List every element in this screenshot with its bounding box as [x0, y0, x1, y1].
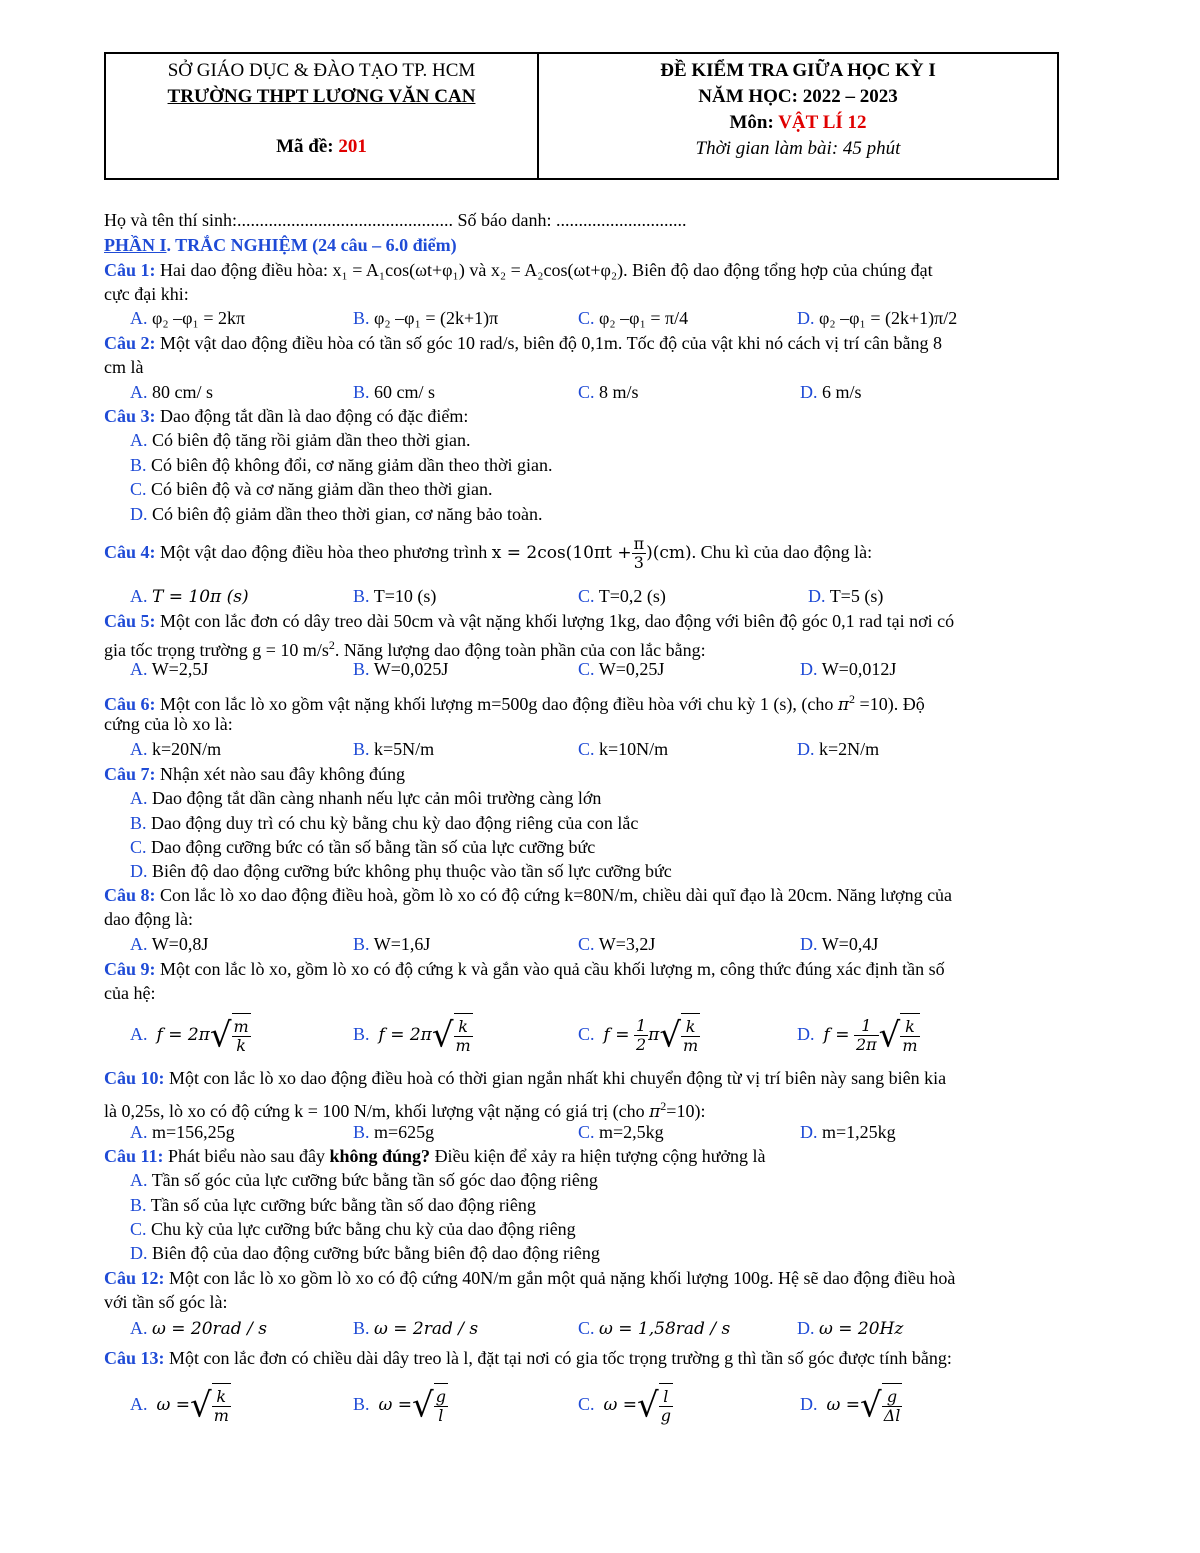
option-a[interactable]: [130, 306, 245, 330]
option-text: Biên độ dao động cưỡng bức không phụ thuộc vào tần số lực cưỡng bức: [152, 861, 672, 881]
option-text: Có biên độ không đổi, cơ năng giảm dần theo thời gian.: [151, 455, 553, 475]
option-c[interactable]: [578, 932, 655, 956]
option-text: φ₂ –φ₁ = (2k+1)π: [374, 308, 499, 328]
question-label: Câu 8:: [104, 885, 156, 905]
option-a[interactable]: [130, 737, 221, 761]
square-root: √ $\frac{k}{m}$: [659, 1013, 700, 1058]
question-text: . Năng lượng dao động toàn phần của con lắc bằng:: [334, 640, 706, 660]
option-text: T=5 (s): [829, 586, 884, 606]
option-d[interactable]: [130, 859, 672, 883]
section-title: [104, 233, 457, 257]
option-text: W=3,2J: [598, 934, 656, 954]
question-emphasis: không đúng?: [329, 1146, 431, 1166]
option-text: 60 cm/ s: [374, 382, 436, 402]
option-letter: A.: [130, 382, 148, 402]
option-text: 80 cm/ s: [152, 382, 213, 402]
question-text: Một con lắc đơn có chiều dài dây treo là l, đặt tại nơi có gia tốc trọng trường g thì tần số góc được tính bằng:: [164, 1348, 952, 1368]
question-label: Câu 9:: [104, 959, 156, 979]
option-text: k=2N/m: [819, 739, 880, 759]
option-letter: B.: [353, 382, 370, 402]
question-text: gia tốc trọng trường g = 10 m/s: [104, 640, 329, 660]
fraction: [634, 1017, 648, 1054]
option-text: φ₂ –φ₁ = π/4: [599, 308, 689, 328]
option-letter: C.: [130, 837, 147, 857]
option-a[interactable]: [130, 1316, 267, 1341]
option-letter: B.: [353, 659, 370, 679]
fraction: [632, 535, 647, 572]
option-d[interactable]: [797, 306, 957, 330]
option-b[interactable]: [353, 657, 448, 681]
option-letter: D.: [797, 308, 815, 328]
option-text: ω = 20rad / s: [152, 1319, 267, 1339]
option-letter: B.: [353, 308, 370, 328]
option-d[interactable]: [800, 1382, 902, 1428]
option-letter: D.: [130, 1243, 148, 1263]
superscript: 2: [328, 638, 335, 652]
option-letter: D.: [800, 659, 818, 679]
option-letter: B.: [353, 739, 370, 759]
option-text: T = 10π (s): [152, 587, 249, 607]
denominator: Δl: [883, 1406, 901, 1426]
option-text: W=0,012J: [821, 659, 897, 679]
option-text: k=5N/m: [374, 739, 435, 759]
option-b[interactable]: [353, 1012, 473, 1058]
question-text: Một con lắc đơn có dây treo dài 50cm và vật nặng khối lượng 1kg, dao động với biên độ góc 0,1 rad tại nơi có: [155, 611, 955, 631]
option-letter: B.: [353, 1394, 370, 1414]
option-text: Dao động duy trì có chu kỳ bằng chu kỳ dao động riêng của con lắc: [151, 813, 639, 833]
school-year: NĂM HỌC: 2022 – 2023: [698, 86, 898, 107]
question-text: =10). Độ: [855, 694, 925, 714]
question-label: Câu 3:: [104, 406, 156, 426]
question-2: [104, 331, 942, 355]
question-label: Câu 12:: [104, 1268, 165, 1288]
option-letter: A.: [130, 788, 148, 808]
option-b[interactable]: [353, 932, 430, 956]
time-limit: Thời gian làm bài: 45 phút: [695, 138, 901, 159]
question-12-cont: với tần số góc là:: [104, 1292, 228, 1312]
option-a[interactable]: [130, 1382, 231, 1428]
option-letter: C.: [578, 1394, 595, 1414]
option-c[interactable]: [578, 1012, 700, 1058]
formula-lhs: ω =: [603, 1395, 638, 1415]
denominator: g: [660, 1406, 671, 1426]
question-7: [104, 762, 405, 786]
option-d[interactable]: [797, 737, 879, 761]
option-text: ω = 1,58rad / s: [599, 1319, 731, 1339]
option-letter: A.: [130, 586, 148, 606]
question-5: [104, 609, 954, 633]
option-text: Có biên độ tăng rồi giảm dần theo thời gian.: [152, 430, 471, 450]
option-letter: C.: [130, 479, 147, 499]
square-root: √ $\frac{g}{l}$: [412, 1383, 448, 1428]
question-9: [104, 957, 945, 981]
question-4: [104, 530, 872, 575]
option-text: W=0,8J: [151, 934, 209, 954]
square-root: √ $\frac{m}{k}$: [210, 1013, 251, 1058]
equation: [491, 534, 692, 572]
denominator: l: [438, 1406, 444, 1426]
option-letter: A.: [130, 1024, 148, 1044]
option-c[interactable]: [578, 737, 668, 761]
option-letter: A.: [130, 430, 148, 450]
question-label: Câu 7:: [104, 764, 156, 784]
student-info-line: Họ và tên thí sinh:................................................ Số báo danh: .............................: [104, 210, 687, 230]
option-d[interactable]: [130, 1241, 600, 1265]
option-letter: D.: [130, 504, 148, 524]
pi-symbol: π: [648, 1025, 660, 1045]
option-letter: C.: [578, 308, 595, 328]
option-letter: D.: [800, 1394, 818, 1414]
question-text: Một con lắc lò xo gồm vật nặng khối lượng m=500g dao động điều hòa với chu kỳ 1 (s), (cho: [155, 694, 838, 714]
denominator: 3: [633, 553, 644, 572]
option-letter: B.: [353, 1318, 370, 1338]
square-root: √ $\frac{k}{m}$: [879, 1013, 920, 1058]
option-b[interactable]: [353, 306, 498, 330]
question-text: Một con lắc lò xo, gồm lò xo có độ cứng k và gắn vào quả cầu khối lượng m, công thức đúng xác định tần số: [155, 959, 945, 979]
option-letter: D.: [800, 934, 818, 954]
option-text: Có biên độ giảm dần theo thời gian, cơ năng bảo toàn.: [152, 504, 543, 524]
option-text: φ₂ –φ₁ = 2kπ: [152, 308, 246, 328]
question-label: Câu 1:: [104, 260, 156, 280]
option-letter: A.: [130, 1318, 148, 1338]
numerator: k: [454, 1018, 473, 1037]
option-c[interactable]: [578, 584, 666, 608]
option-d[interactable]: [800, 932, 878, 956]
numerator: g: [435, 1387, 446, 1407]
option-c[interactable]: [578, 306, 688, 330]
question-8-cont: dao động là:: [104, 909, 193, 929]
option-a[interactable]: [130, 380, 213, 404]
question-label: Câu 10:: [104, 1068, 165, 1088]
question-label: Câu 13:: [104, 1348, 165, 1368]
option-b[interactable]: [353, 584, 436, 608]
option-text: Tần số của lực cưỡng bức bằng tần số dao động riêng: [150, 1195, 536, 1215]
option-b[interactable]: [130, 453, 553, 477]
question-text: Dao động tắt dần là dao động có đặc điểm:: [155, 406, 469, 426]
option-text: T=0,2 (s): [598, 586, 666, 606]
superscript: 2: [660, 1099, 667, 1113]
subject: [539, 110, 1057, 136]
option-letter: B.: [130, 455, 147, 475]
question-text: Một con lắc lò xo dao động điều hoà có thời gian ngắn nhất khi chuyển động từ vị trí biên này sang biên kia: [164, 1068, 947, 1088]
option-letter: C.: [578, 1122, 595, 1142]
numerator: 1: [854, 1017, 879, 1036]
option-text: W=0,4J: [821, 934, 879, 954]
option-d[interactable]: [800, 1120, 896, 1144]
option-a[interactable]: [130, 932, 208, 956]
option-a[interactable]: [130, 584, 249, 609]
question-text: Nhận xét nào sau đây không đúng: [155, 764, 405, 784]
square-root: √ $\frac{k}{m}$: [190, 1383, 231, 1428]
option-b[interactable]: [353, 737, 434, 761]
question-text: Một vật dao động điều hòa theo phương trình: [155, 542, 492, 562]
option-d[interactable]: [800, 380, 862, 404]
exam-header: [104, 52, 1059, 180]
option-a[interactable]: [130, 657, 208, 681]
numerator: g: [882, 1388, 903, 1407]
option-text: ω = 20Hz: [819, 1319, 904, 1339]
formula-lhs: f = 2π: [156, 1025, 210, 1045]
option-d[interactable]: [797, 1316, 903, 1341]
question-13: [104, 1346, 952, 1370]
question-text: Con lắc lò xo dao động điều hoà, gồm lò xo có độ cứng k=80N/m, chiều dài quĩ đạo là 20cm. Năng lượng của: [155, 885, 953, 905]
question-8: [104, 883, 952, 907]
option-letter: D.: [797, 1024, 815, 1044]
question-text: Một vật dao động điều hòa có tần số góc 10 rad/s, biên độ 0,1m. Tốc độ của vật khi nó cách vị trí cân bằng 8: [155, 333, 942, 353]
option-letter: C.: [578, 1024, 595, 1044]
question-11: [104, 1144, 766, 1168]
question-label: Câu 4:: [104, 542, 156, 562]
question-text: là 0,25s, lò xo có độ cứng k = 100 N/m, khối lượng vật nặng có giá trị (cho: [104, 1101, 650, 1121]
question-text: Hai dao động điều hòa: x₁ = A₁cos(ωt+φ₁) và x₂ = A₂cos(ωt+φ₂). Biên độ dao động tổng hợp của chúng đạt: [155, 260, 933, 280]
option-letter: C.: [578, 659, 595, 679]
square-root: √ $\frac{l}{g}$: [637, 1383, 673, 1428]
option-letter: A.: [130, 659, 148, 679]
option-letter: B.: [130, 1195, 147, 1215]
equation-part: x = 2cos(10πt +: [491, 543, 632, 563]
option-d[interactable]: [800, 657, 896, 681]
question-2-cont: cm là: [104, 357, 144, 377]
option-c[interactable]: [578, 1316, 730, 1341]
option-text: m=1,25kg: [822, 1122, 896, 1142]
option-text: W=0,025J: [373, 659, 449, 679]
pi-symbol: π: [649, 1102, 661, 1122]
option-d[interactable]: [130, 502, 542, 526]
numerator: k: [900, 1018, 919, 1037]
option-letter: A.: [130, 934, 148, 954]
denominator: m: [455, 1036, 471, 1056]
option-letter: D.: [797, 739, 815, 759]
question-label: Câu 6:: [104, 694, 156, 714]
option-a[interactable]: [130, 786, 601, 810]
subject-value: VẬT LÍ 12: [778, 112, 867, 133]
option-text: k=10N/m: [599, 739, 669, 759]
option-b[interactable]: [353, 1120, 434, 1144]
question-text: Điều kiện để xảy ra hiện tượng cộng hưởng là: [430, 1146, 766, 1166]
question-9-cont: của hệ:: [104, 983, 156, 1003]
option-text: m=625g: [374, 1122, 435, 1142]
option-c[interactable]: [578, 657, 664, 681]
option-letter: A.: [130, 1122, 148, 1142]
header-left: [106, 54, 539, 178]
question-1: [104, 258, 933, 282]
formula-lhs: f = 2π: [378, 1025, 432, 1045]
option-d[interactable]: [808, 584, 883, 608]
option-b[interactable]: [130, 811, 638, 835]
option-text: 8 m/s: [599, 382, 639, 402]
denominator: 2π: [855, 1035, 877, 1055]
school-name: TRƯỜNG THPT LƯƠNG VĂN CAN: [167, 86, 476, 107]
option-letter: D.: [808, 586, 826, 606]
numerator: l: [659, 1388, 673, 1407]
option-a[interactable]: [130, 1012, 251, 1058]
option-a[interactable]: [130, 1168, 598, 1192]
option-letter: D.: [800, 1122, 818, 1142]
option-letter: A.: [130, 1170, 148, 1190]
denominator: m: [683, 1036, 699, 1056]
option-letter: D.: [800, 382, 818, 402]
question-text: =10):: [666, 1101, 706, 1121]
option-letter: A.: [130, 739, 148, 759]
option-letter: C.: [578, 739, 595, 759]
option-text: W=2,5J: [151, 659, 209, 679]
question-3: [104, 404, 468, 428]
question-label: Câu 5:: [104, 611, 156, 631]
option-text: 6 m/s: [822, 382, 862, 402]
question-label: Câu 11:: [104, 1146, 164, 1166]
numerator: π: [633, 534, 645, 553]
denominator: k: [236, 1036, 246, 1056]
option-letter: C.: [578, 1318, 595, 1338]
exam-code: [106, 134, 537, 160]
option-text: Có biên độ và cơ năng giảm dần theo thời gian.: [151, 479, 493, 499]
header-right: [539, 54, 1057, 178]
option-letter: B.: [353, 1024, 370, 1044]
option-letter: C.: [578, 586, 595, 606]
numerator: k: [212, 1388, 231, 1407]
formula-lhs: f =: [603, 1025, 630, 1045]
question-text: Một con lắc lò xo gồm lò xo có độ cứng 40N/m gắn một quả nặng khối lượng 100g. Hệ sẽ dao động điều hoà: [164, 1268, 956, 1288]
option-text: T=10 (s): [373, 586, 437, 606]
question-text: Phát biểu nào sau đây: [163, 1146, 330, 1166]
option-a[interactable]: [130, 428, 470, 452]
option-c[interactable]: [130, 477, 492, 501]
option-text: Tần số góc của lực cưỡng bức bằng tần số góc dao động riêng: [151, 1170, 598, 1190]
question-label: Câu 2:: [104, 333, 156, 353]
option-b[interactable]: [353, 1382, 448, 1428]
option-letter: C.: [578, 382, 595, 402]
option-letter: B.: [353, 934, 370, 954]
section-title-part: PHẦN I: [104, 235, 167, 255]
option-d[interactable]: [797, 1012, 920, 1058]
option-text: ω = 2rad / s: [374, 1319, 479, 1339]
question-1-cont: cực đại khi:: [104, 284, 189, 304]
exam-code-value: 201: [338, 136, 367, 157]
option-c[interactable]: [130, 1217, 576, 1241]
subject-label: Môn:: [729, 112, 779, 133]
option-text: Dao động tắt dần càng nhanh nếu lực cản môi trường càng lớn: [152, 788, 602, 808]
formula-lhs: ω =: [378, 1395, 413, 1415]
square-root: √ $\frac{g}{\Delta l}$: [860, 1383, 902, 1428]
department-name: SỞ GIÁO DỤC & ĐÀO TẠO TP. HCM: [167, 60, 476, 81]
option-letter: B.: [353, 1122, 370, 1142]
numerator: 1: [635, 1016, 647, 1036]
option-c[interactable]: [578, 1120, 664, 1144]
option-b[interactable]: [130, 1193, 536, 1217]
option-text: W=1,6J: [373, 934, 431, 954]
section-title-rest: . TRẮC NGHIỆM (24 câu – 6.0 điểm): [166, 235, 457, 255]
numerator: m: [233, 1017, 249, 1037]
option-text: Dao động cưỡng bức có tần số bằng tần số của lực cưỡng bức: [151, 837, 596, 857]
option-c[interactable]: [578, 1382, 673, 1428]
option-text: Chu kỳ của lực cưỡng bức bằng chu kỳ của dao động riêng: [151, 1219, 576, 1239]
option-letter: C.: [130, 1219, 147, 1239]
option-b[interactable]: [353, 380, 435, 404]
exam-code-label: Mã đề:: [276, 136, 339, 157]
question-12: [104, 1266, 955, 1290]
formula-lhs: ω =: [156, 1395, 191, 1415]
denominator: m: [213, 1406, 229, 1426]
option-letter: A.: [130, 1394, 148, 1414]
option-text: W=0,25J: [598, 659, 665, 679]
option-letter: B.: [130, 813, 147, 833]
option-a[interactable]: [130, 1120, 235, 1144]
option-letter: D.: [130, 861, 148, 881]
denominator: 2: [635, 1035, 647, 1055]
option-c[interactable]: [578, 380, 639, 404]
option-letter: C.: [578, 934, 595, 954]
question-6-cont: cứng của lò xo là:: [104, 714, 233, 734]
option-b[interactable]: [353, 1316, 478, 1341]
formula-lhs: f =: [823, 1025, 850, 1045]
option-letter: D.: [797, 1318, 815, 1338]
square-root: √ $\frac{k}{m}$: [432, 1013, 473, 1058]
option-text: m=156,25g: [152, 1122, 235, 1142]
option-letter: A.: [130, 308, 148, 328]
equation-part: )(cm): [646, 543, 692, 563]
option-text: m=2,5kg: [599, 1122, 664, 1142]
exam-title: ĐỀ KIỂM TRA GIỮA HỌC KỲ I: [660, 60, 936, 81]
pi-symbol: π: [837, 695, 850, 715]
option-c[interactable]: [130, 835, 595, 859]
option-text: φ₂ –φ₁ = (2k+1)π/2: [819, 308, 958, 328]
denominator: m: [902, 1036, 918, 1056]
option-text: k=20N/m: [152, 739, 222, 759]
numerator: k: [681, 1018, 700, 1037]
question-text: . Chu kì của dao động là:: [691, 542, 873, 562]
fraction: [854, 1017, 879, 1054]
formula-lhs: ω =: [826, 1395, 861, 1415]
option-text: Biên độ của dao động cưỡng bức bằng biên độ dao động riêng: [152, 1243, 600, 1263]
question-10: [104, 1066, 946, 1090]
superscript: 2: [849, 692, 856, 706]
option-letter: B.: [353, 586, 370, 606]
